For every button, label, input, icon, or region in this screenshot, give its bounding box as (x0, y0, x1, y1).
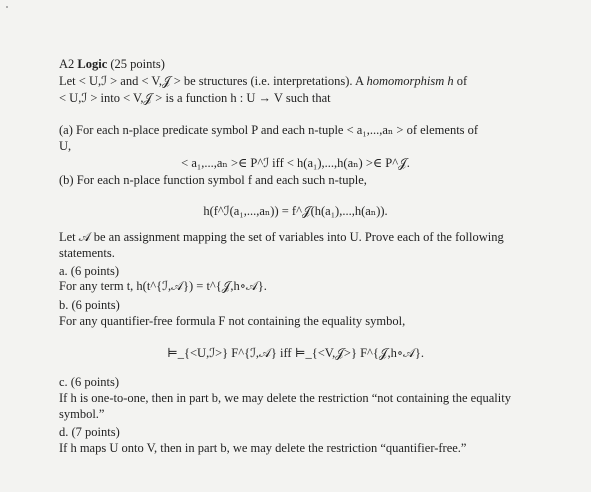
intro-line-1 (59, 74, 467, 88)
intro-line-2: < U,ℐ > into < V,𝒥 > is a function h : U → V such that (59, 91, 331, 105)
problem-title: Logic (77, 57, 108, 71)
scan-speck (6, 6, 8, 8)
part-b-text: For any quantifier-free formula F not containing the equality symbol, (59, 314, 406, 328)
condition-a-line-2: U, (59, 139, 72, 153)
part-b-formula: ⊨_{<U,ℐ>} F^{ℐ,𝒜} iff ⊨_{<V,𝒥>} F^{𝒥,h∘𝒜}. (167, 346, 424, 360)
problem-code: A2 (59, 57, 75, 71)
intro-text: Let < U,ℐ > and < V,𝒥 > be structures (i.e. interpretations). A (59, 74, 364, 88)
part-a-text: For any term t, h(t^{ℐ,𝒜}) = t^{𝒥,h∘𝒜}. (59, 279, 267, 293)
part-a-label: a. (6 points) (59, 264, 120, 278)
assignment-line-1: Let 𝒜 be an assignment mapping the set of variables into U. Prove each of the following (59, 230, 504, 244)
problem-points: (25 points) (110, 57, 165, 71)
part-c-text-line-2: symbol.” (59, 407, 105, 421)
assignment-line-2: statements. (59, 246, 115, 260)
part-c-label: c. (6 points) (59, 375, 120, 389)
intro-end: of (456, 74, 468, 88)
part-c-text-line-1: If h is one-to-one, then in part b, we may delete the restriction “not containing the equality (59, 391, 511, 405)
condition-b-formula: h(f^ℐ(a₁,...,aₙ)) = f^𝒥(h(a₁),...,h(aₙ)). (203, 204, 388, 218)
problem-header (59, 57, 165, 71)
condition-b-line-1: (b) For each n-place function symbol f and each such n-tuple, (59, 173, 367, 187)
condition-a-line-1: (a) For each n-place predicate symbol P and each n-tuple < a₁,...,aₙ > of elements of (59, 123, 479, 137)
condition-a-formula: < a₁,...,aₙ >∈ P^ℐ iff < h(a₁),...,h(aₙ) >∈ P^𝒥. (181, 156, 410, 170)
part-b-label: b. (6 points) (59, 298, 120, 312)
part-d-text: If h maps U onto V, then in part b, we may delete the restriction “quantifier-free.” (59, 441, 467, 455)
part-d-label: d. (7 points) (59, 425, 120, 439)
intro-emphasis: homomorphism h (366, 74, 454, 88)
